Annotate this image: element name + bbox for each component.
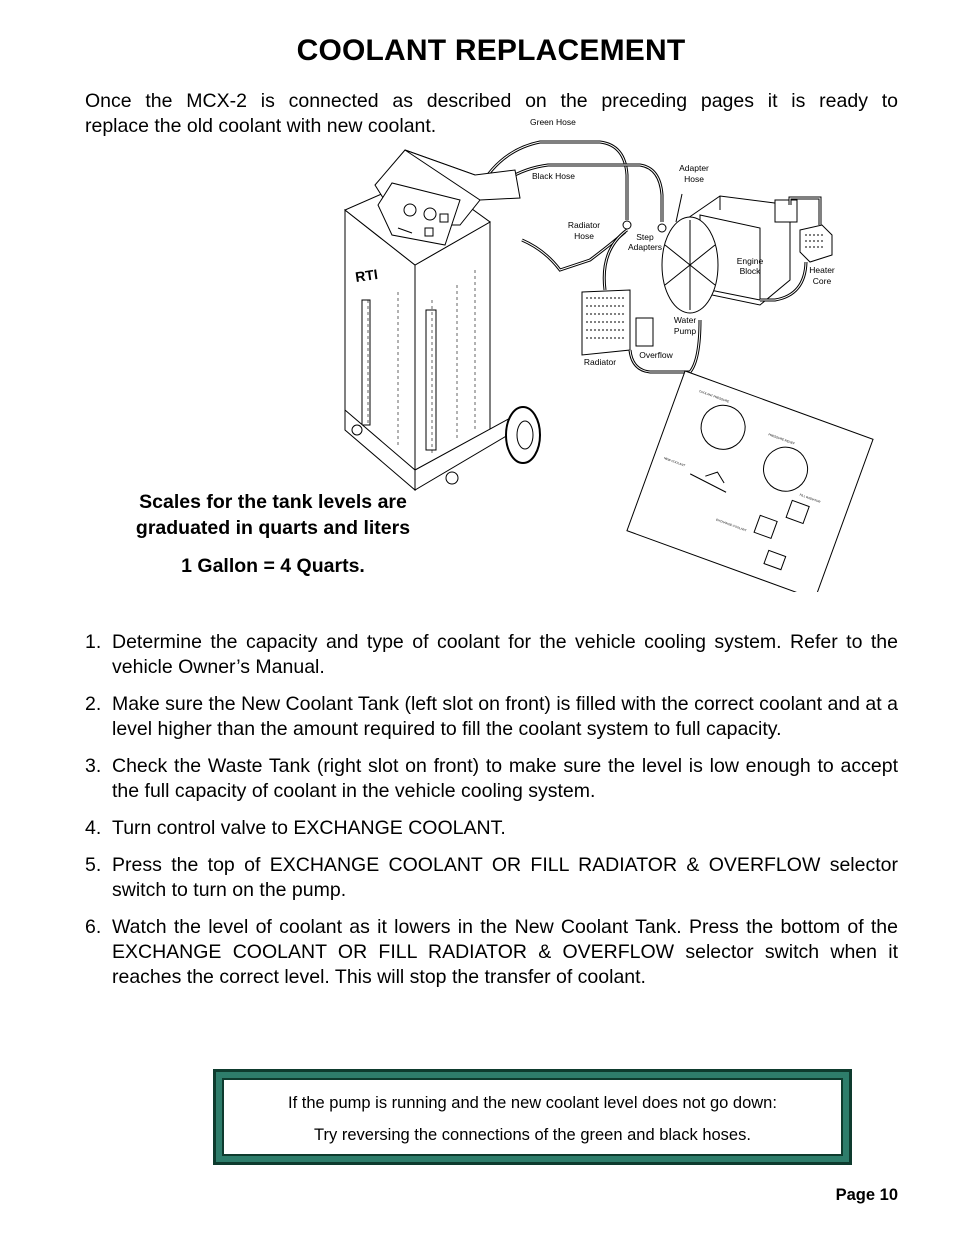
list-item <box>85 692 898 742</box>
list-item <box>85 853 898 903</box>
step-number: 6. <box>85 916 102 938</box>
intro-line-1: Once the MCX-2 is connected as described on the preceding pages it is ready to <box>85 90 898 112</box>
svg-text:PRESSURE RELIEF: PRESSURE RELIEF <box>767 432 796 446</box>
label-step-adapters-2: Adapters <box>627 242 663 252</box>
control-panel <box>627 371 873 592</box>
label-radiator-hose-2: Hose <box>574 231 594 241</box>
svg-text:EXCHANGE COOLANT: EXCHANGE COOLANT <box>715 517 748 533</box>
list-item <box>85 754 898 804</box>
step-text: Determine the capacity and type of coolant for the vehicle cooling system. Refer to the vehicle Owner’s Manual. <box>112 631 898 678</box>
step-text: Make sure the New Coolant Tank (left slot on front) is filled with the correct coolant and at a level higher than the amount required to fill the coolant system to full capacity. <box>112 693 898 740</box>
troubleshooting-note-box <box>213 1069 852 1165</box>
scales-note-line-2: graduated in quarts and liters <box>135 517 411 539</box>
note-line-2: Try reversing the connections of the green and black hoses. <box>314 1126 751 1144</box>
label-heater-core-2: Core <box>812 276 832 286</box>
label-green-hose: Green Hose <box>530 117 576 127</box>
label-adapter-hose-1: Adapter <box>679 163 709 173</box>
list-item <box>85 816 898 841</box>
gallon-conversion: 1 Gallon = 4 Quarts. <box>181 555 365 577</box>
step-text: Check the Waste Tank (right slot on front) to make sure the level is low enough to accept the full capacity of coolant in the vehicle cooling system. <box>112 755 898 802</box>
label-radiator-hose-1: Radiator <box>567 220 601 230</box>
svg-text:NEW COOLANT: NEW COOLANT <box>663 456 686 468</box>
label-engine-block-2: Block <box>739 266 761 276</box>
heater-core <box>800 225 832 262</box>
step-number: 4. <box>85 817 102 839</box>
steps-list <box>85 630 898 1002</box>
svg-text:COOLANT PRESSURE: COOLANT PRESSURE <box>698 389 730 404</box>
label-adapter-hose-2: Hose <box>684 174 704 184</box>
step-text: Turn control valve to EXCHANGE COOLANT. <box>112 817 506 839</box>
label-water-pump-2: Pump <box>673 326 697 336</box>
label-radiator: Radiator <box>583 357 617 367</box>
note-content <box>222 1078 843 1156</box>
label-water-pump-1: Water <box>673 315 697 325</box>
list-item <box>85 915 898 990</box>
list-item <box>85 630 898 680</box>
intro-paragraph <box>85 89 898 114</box>
step-number: 3. <box>85 755 102 777</box>
scales-note <box>110 489 436 541</box>
label-overflow: Overflow <box>639 350 673 360</box>
svg-text:FILL RADIATOR: FILL RADIATOR <box>799 492 822 504</box>
logo-rti: RTI <box>354 265 379 285</box>
label-heater-core-1: Heater <box>809 265 835 275</box>
step-number: 1. <box>85 631 102 653</box>
radiator <box>582 290 653 355</box>
mcx2-machine <box>345 150 540 490</box>
label-black-hose: Black Hose <box>532 171 575 181</box>
page-number: Page 10 <box>835 1186 898 1204</box>
scales-note-line-1: Scales for the tank levels are <box>139 491 407 513</box>
fan <box>662 217 718 313</box>
step-number: 2. <box>85 693 102 715</box>
step-text: Press the top of EXCHANGE COOLANT OR FILL RADIATOR & OVERFLOW selector switch to turn on the pump. <box>112 854 898 901</box>
note-line-1: If the pump is running and the new coolant level does not go down: <box>288 1094 777 1112</box>
page-title: COOLANT REPLACEMENT <box>296 34 686 67</box>
step-number: 5. <box>85 854 102 876</box>
intro-line-2: replace the old coolant with new coolant. <box>85 115 437 137</box>
label-engine-block-1: Engine <box>736 256 764 266</box>
label-step-adapters-1: Step <box>636 232 654 242</box>
step-text: Watch the level of coolant as it lowers in the New Coolant Tank. Press the bottom of the EXCHANGE COOLANT OR FILL RADIATOR & OVERFLOW selector switch when it reaches the correct level. This will stop the transfer of coolant. <box>112 916 898 988</box>
